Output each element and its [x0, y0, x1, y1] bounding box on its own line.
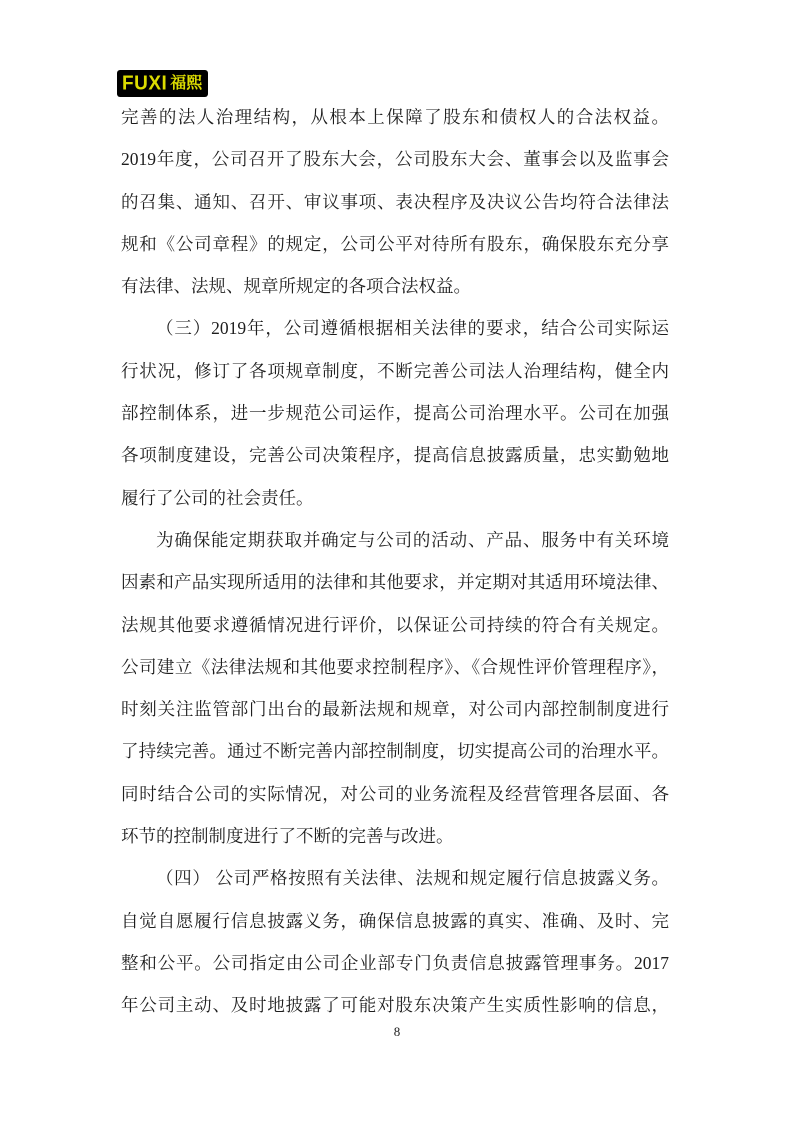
text-line: 了持续完善。通过不断完善内部控制制度，切实提高公司的治理水平。	[121, 741, 669, 762]
text-line: 履行了公司的社会责任。	[121, 487, 314, 508]
page-number: 8	[393, 1024, 401, 1039]
logo-text-latin: FUXI	[122, 72, 168, 95]
text-line: 部控制体系，进一步规范公司运作，提高公司治理水平。公司在加强	[121, 403, 669, 424]
company-logo	[117, 70, 208, 97]
document-body	[121, 96, 669, 1027]
text-line: 时刻关注监管部门出台的最新法规和规章，对公司内部控制制度进行	[121, 699, 669, 720]
text-line: 环节的控制制度进行了不断的完善与改进。	[121, 826, 454, 847]
text-line: 同时结合公司的实际情况，对公司的业务流程及经营管理各层面、各	[121, 783, 669, 804]
text-line: 公司建立《法律法规和其他要求控制程序》、《合规性评价管理程序》，	[121, 656, 669, 677]
text-line: 自觉自愿履行信息披露义务，确保信息披露的真实、准确、及时、完	[121, 910, 669, 931]
text-line: 有法律、法规、规章所规定的各项合法权益。	[121, 276, 471, 297]
text-line: 年公司主动、及时地披露了可能对股东决策产生实质性影响的信息，	[121, 995, 669, 1016]
text-line: 为确保能定期获取并确定与公司的活动、产品、服务中有关环境	[156, 529, 669, 550]
text-line: 法规其他要求遵循情况进行评价，以保证公司持续的符合有关规定。	[121, 614, 669, 635]
text-line: 2019年度，公司召开了股东大会，公司股东大会、董事会以及监事会	[121, 149, 669, 170]
text-line: 因素和产品实现所适用的法律和其他要求，并定期对其适用环境法律、	[121, 572, 669, 593]
logo-text-cjk: 福熙	[170, 74, 203, 92]
text-line: 各项制度建设，完善公司决策程序，提高信息披露质量，忠实勤勉地	[121, 445, 669, 466]
text-line: （四） 公司严格按照有关法律、法规和规定履行信息披露义务。	[156, 868, 669, 889]
text-line: 行状况，修订了各项规章制度，不断完善公司法人治理结构，健全内	[121, 360, 669, 381]
text-line: 规和《公司章程》的规定，公司公平对待所有股东，确保股东充分享	[121, 233, 669, 254]
text-line: 完善的法人治理结构，从根本上保障了股东和债权人的合法权益。	[121, 107, 669, 127]
text-line: （三）2019年，公司遵循根据相关法律的要求，结合公司实际运	[156, 318, 669, 339]
text-line: 整和公平。公司指定由公司企业部专门负责信息披露管理事务。2017	[121, 952, 669, 973]
text-line: 的召集、通知、召开、审议事项、表决程序及决议公告均符合法律法	[121, 191, 669, 212]
